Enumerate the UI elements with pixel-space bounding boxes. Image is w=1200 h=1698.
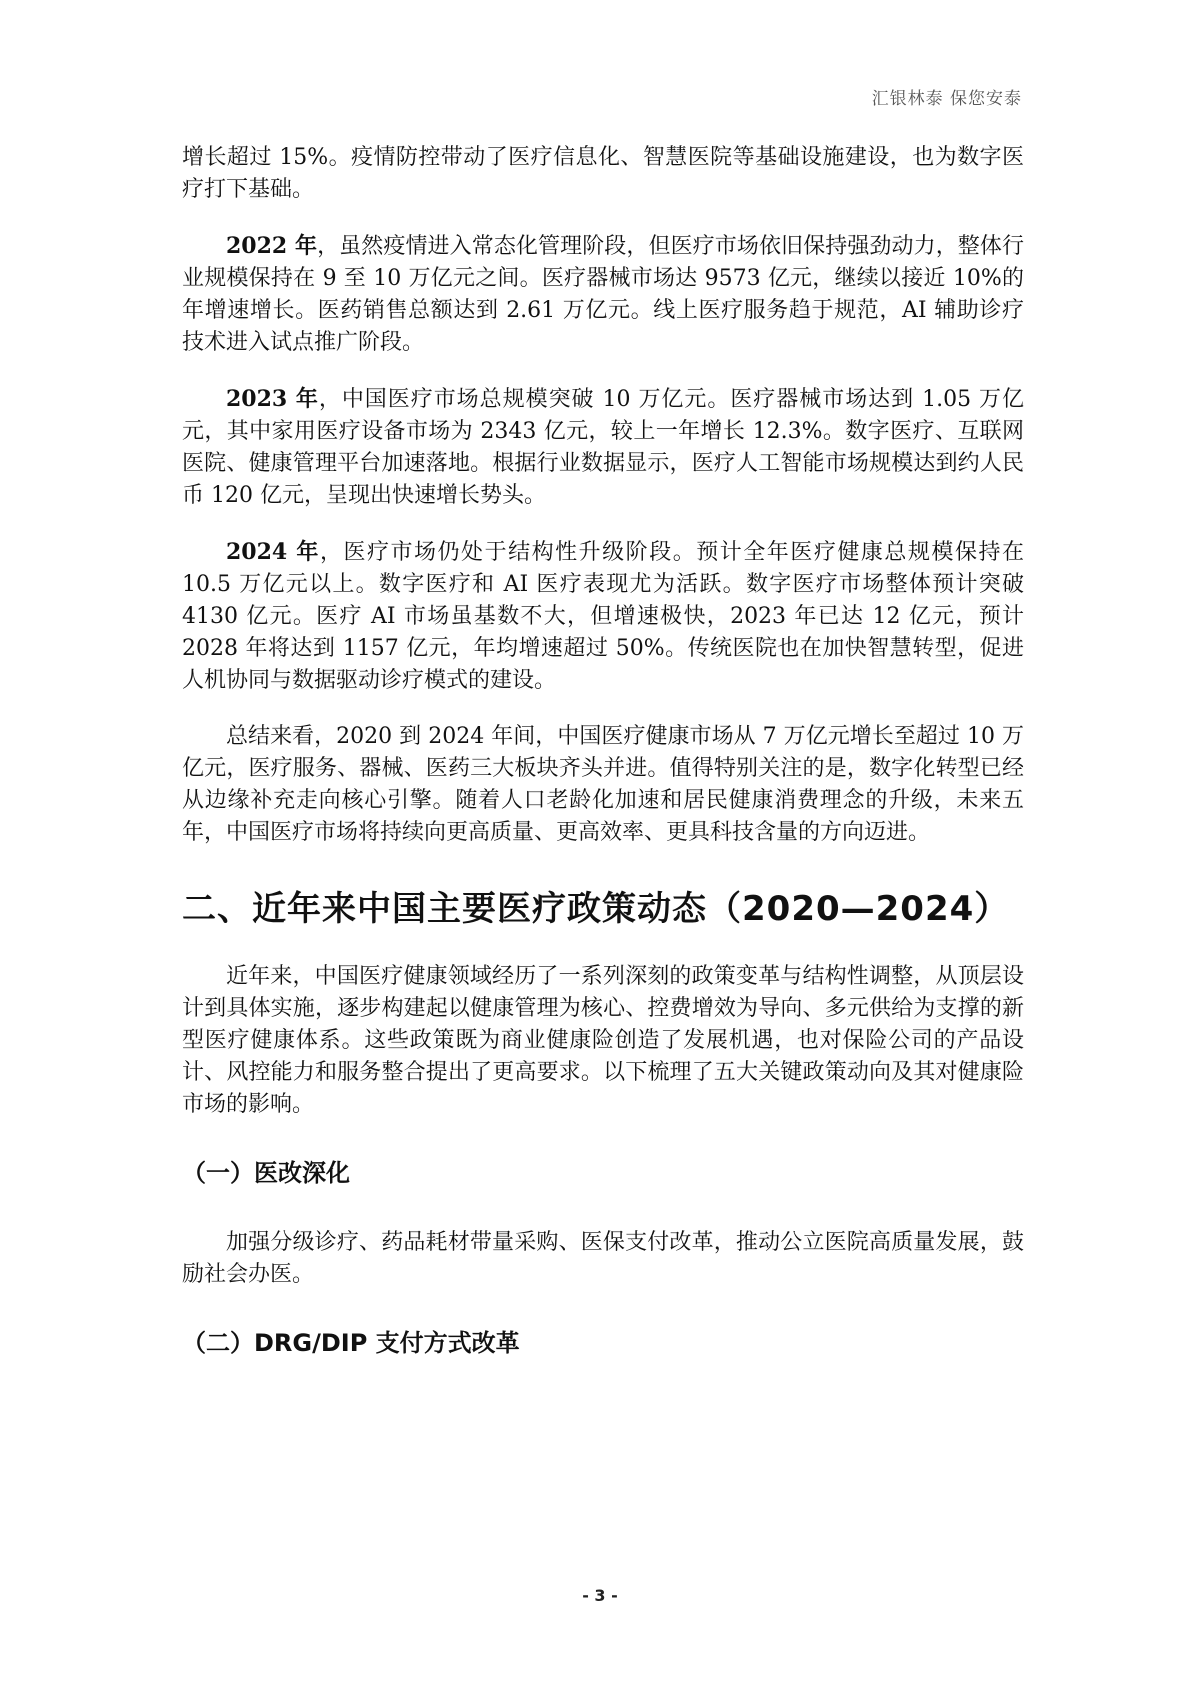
paragraph-reform-deepening: 加强分级诊疗、药品耗材带量采购、医保支付改革，推动公立医院高质量发展，鼓励社会办医。	[182, 1230, 1024, 1287]
subheading-reform-deepening: （一）医改深化	[182, 1159, 350, 1187]
paragraph-2024-text: ，医疗市场仍处于结构性升级阶段。预计全年医疗健康总规模保持在 10.5 万亿元以上。数字医疗和 AI 医疗表现尤为活跃。数字医疗市场整体预计突破 4130 亿元。医疗 AI 市场虽基数不大，但增速极快，2023 年已达 12 亿元，预计 2028 年将达到 1157 亿元，年均增速超过 50%。传统医院也在加快智慧转型，促进人机协同与数据驱动诊疗模式的建设。	[182, 540, 1024, 693]
year-2022-label: 2022 年	[226, 233, 318, 259]
header-slogan: 汇银林泰 保您安泰	[871, 89, 1022, 109]
page-number: - 3 -	[582, 1586, 618, 1605]
paragraph-2022	[182, 230, 1024, 359]
year-2023-label: 2023 年	[226, 386, 319, 412]
page-content	[182, 142, 1024, 1397]
subheading-drg-dip: （二）DRG/DIP 支付方式改革	[182, 1329, 520, 1357]
paragraph-policy-intro: 近年来，中国医疗健康领域经历了一系列深刻的政策变革与结构性调整，从顶层设计到具体实施，逐步构建起以健康管理为核心、控费增效为导向、多元供给为支撑的新型医疗健康体系。这些政策既为商业健康险创造了发展机遇，也对保险公司的产品设计、风控能力和服务整合提出了更高要求。以下梳理了五大关键政策动向及其对健康险市场的影响。	[182, 964, 1024, 1117]
paragraph-summary: 总结来看，2020 到 2024 年间，中国医疗健康市场从 7 万亿元增长至超过 10 万亿元，医疗服务、器械、医药三大板块齐头并进。值得特别关注的是，数字化转型已经从边缘补充走向核心引擎。随着人口老龄化加速和居民健康消费理念的升级，未来五年，中国医疗市场将持续向更高质量、更高效率、更具科技含量的方向迈进。	[182, 724, 1024, 845]
paragraph-2024	[182, 536, 1024, 697]
section-heading-policy: 二、近年来中国主要医疗政策动态（2020—2024）	[182, 889, 1010, 929]
paragraph-2023-text: ，中国医疗市场总规模突破 10 万亿元。医疗器械市场达到 1.05 万亿元，其中家用医疗设备市场为 2343 亿元，较上一年增长 12.3%。数字医疗、互联网医院、健康管理平台加速落地。根据行业数据显示，医疗人工智能市场规模达到约人民币 120 亿元，呈现出快速增长势头。	[182, 387, 1025, 508]
year-2024-label: 2024 年	[226, 539, 320, 565]
paragraph-intro-continuation: 增长超过 15%。疫情防控带动了医疗信息化、智慧医院等基础设施建设，也为数字医疗打下基础。	[182, 145, 1024, 202]
paragraph-2023	[182, 383, 1024, 512]
paragraph-2022-text: ，虽然疫情进入常态化管理阶段，但医疗市场依旧保持强劲动力，整体行业规模保持在 9 至 10 万亿元之间。医疗器械市场达 9573 亿元，继续以接近 10%的年增速增长。医药销售总额达到 2.61 万亿元。线上医疗服务趋于规范，AI 辅助诊疗技术进入试点推广阶段。	[182, 234, 1024, 355]
